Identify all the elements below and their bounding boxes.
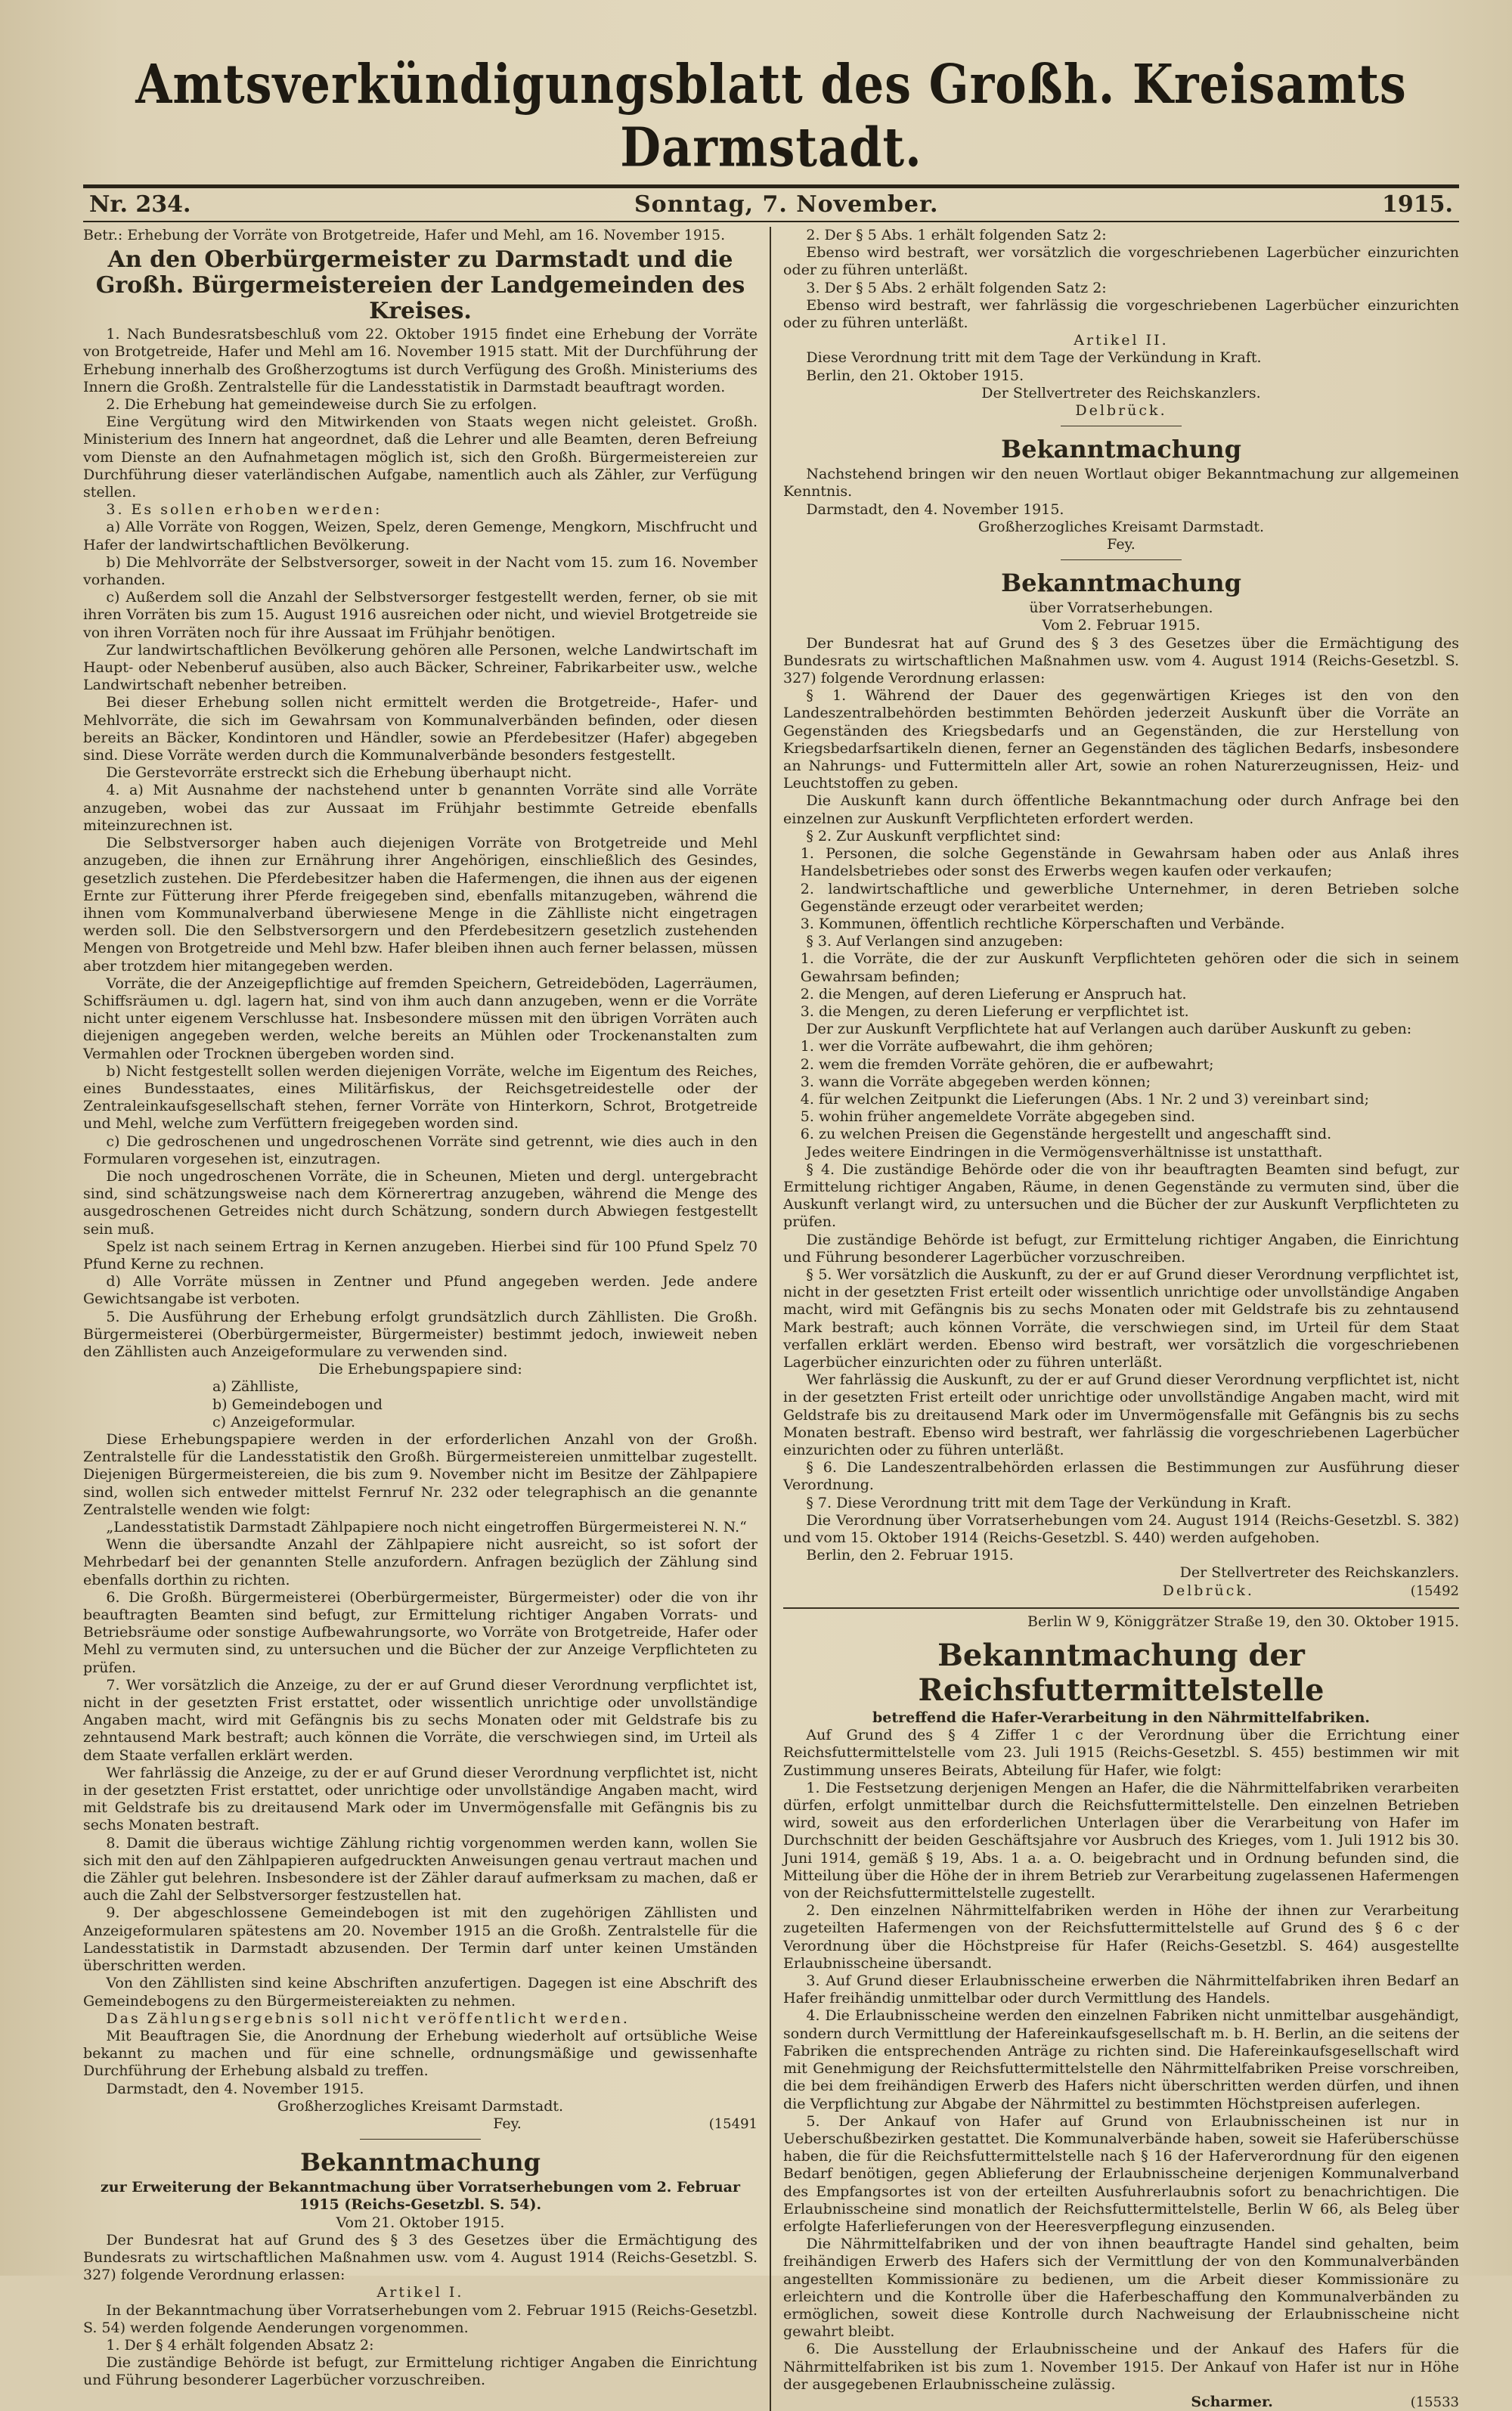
paragraph: Die Verordnung über Vorratserhebungen vom 24. August 1914 (Reichs-Gesetzbl. S. 382) und vom 15. Oktober 1914 (Reichs-Gesetzbl. S. 440) werden aufgehoben. [783,1511,1459,1547]
paragraph: 4. Die Erlaubnisscheine werden den einzelnen Fabriken nicht unmittelbar ausgehändigt, sondern durch Vermittlung der Hafereinkaufsgesellschaft m. b. H. Berlin, an die seitens der Fabriken die entsprechenden Anträge zu richten sind. Die Hafereinkaufsgesellschaft wird mit Genehmigung der Reichsfuttermittelstelle den Nährmittelfabriken Preise vorschreiben, die bei dem freihändigen Erwerb des Hafers nicht überschritten werden dürfen, und ihnen die Verpflichtung zur Abgabe der Nährmittel zu bestimmten Höchstpreisen auferlegen. [783,2007,1459,2112]
notice-title: Bekanntmachung [300,2148,541,2177]
paragraph: 9. Der abgeschlossene Gemeindebogen ist mit den zugehörigen Zähllisten und Anzeigeformularen spätestens am 20. November 1915 an die Großh. Zentralstelle für die Landesstatistik in Darmstadt abzusenden. Der Termin darf unter keinen Umständen überschritten werden. [83,1904,758,1975]
paragraph: 1. Nach Bundesratsbeschluß vom 22. Oktober 1915 findet eine Erhebung der Vorräte von Brotgetreide, Hafer und Mehl am 16. November 1915 statt. Mit der Durchführung der Erhebung innerhalb des Großherzogtums ist durch Verfügung des Großh. Ministeriums des Innern die Großh. Zentralstelle für die Landesstatistik in Darmstadt beauftragt worden. [83,326,758,395]
reference-number: (15491 [708,2115,758,2132]
paragraph: § 4. Die zuständige Behörde oder die von ihr beauftragten Beamten sind befugt, zur Ermittelung richtiger Angaben, Räume, in denen Gegenstände zu vermuten sind, über die Auskunft verlangt wird, zu untersuchen und die Bücher der zur Auskunft Verpflichteten zu prüfen. [783,1161,1459,1231]
paragraph: Diese Verordnung tritt mit dem Tage der Verkündung in Kraft. [806,349,1262,367]
signature-name: Delbrück. [1162,1582,1254,1599]
paragraph: 6. Die Großh. Bürgermeisterei (Oberbürgermeister, Bürgermeister) oder die von ihr beauftragten Beamten sind befugt, zur Ermittelung richtiger Angaben Vorrats- und Betriebsräume oder sonstige Aufbewahrungsorte, wo Vorräte von Brotgetreide, Hafer oder Mehl zu vermuten sind, zu untersuchen und die Bücher der zur Anzeige Verpflichteten zu prüfen. [83,1588,758,1676]
signature-office: Großherzogliches Kreisamt Darmstadt. [277,2097,564,2115]
signature-name: Fey. [493,2115,522,2132]
list-item: 1. die Vorräte, die der zur Auskunft Verpflichteten gehören oder die sich in seinem Gewahrsam befinden; [800,950,1459,985]
paragraph: Der Bundesrat hat auf Grund des § 3 des Gesetzes über die Ermächtigung des Bundesrats zu wirtschaftlichen Maßnahmen usw. vom 4. August 1914 (Reichs-Gesetzbl. S. 327) folgende Verordnung erlassen: [783,634,1459,687]
article-heading: Artikel II. [1074,332,1169,349]
list-item: c) Anzeigeformular. [212,1413,356,1430]
paragraph: 5. Der Ankauf von Hafer auf Grund von Erlaubnisscheinen ist nur in Ueberschußbezirken gestattet. Die Kommunalverbände haben, soweit sie Haferüberschüsse haben, die für die Reichsfuttermittelstelle nach § 16 der Haferverordnung für den eigenen Bedarf benötigen, gegen Ablieferung der Erlaubnisscheine derjenigen Kommunalverband des Empfangsortes ist von der erteilten Ausfuhrerlaubnis sofort zu benachrichtigen. Die Erlaubnisscheine sind monatlich der Reichsfuttermittelstelle, Berlin W 66, als Beleg über erfolgte Haferlieferungen von der Heeresverpflegung einzusenden. [783,2112,1459,2235]
paragraph: Die Erhebungspapiere sind: [318,1361,522,1378]
paragraph: 3. Der § 5 Abs. 2 erhält folgenden Satz 2: [806,279,1107,296]
list-item: 4. für welchen Zeitpunkt die Lieferungen (Abs. 1 Nr. 2 und 3) vereinbart sind; [800,1090,1370,1108]
divider [1061,559,1182,560]
paragraph: § 1. Während der Dauer des gegenwärtigen Krieges ist den von den Landeszentralbehörden bestimmten Behörden jederzeit Auskunft über die Vorräte an Gegenständen des Kriegsbedarfs und an Gegenständen, die zur Herstellung von Kriegsbedarfsartikeln dienen, ferner an Gegenständen des täglichen Bedarfs, insbesondere an Nahrungs- und Futtermitteln aller Art, sowie an rohen Naturerzeugnissen, Heiz- und Leuchtstoffen zu geben. [783,687,1459,792]
paragraph: § 3. Auf Verlangen sind anzugeben: [806,933,1064,950]
signature-place: Berlin, den 21. Oktober 1915. [806,367,1024,384]
signature-office: Der Stellvertreter des Reichskanzlers. [1179,1564,1459,1582]
paragraph: Von den Zähllisten sind keine Abschriften anzufertigen. Dagegen ist eine Abschrift des Gemeindebogens zu den Bürgermeistereiakten zu nehmen. [83,1975,758,2010]
signature-row [783,1582,1459,1600]
paragraph: § 2. Zur Auskunft verpflichtet sind: [806,827,1061,844]
list-item: b) Gemeindebogen und [212,1396,383,1413]
paragraph: 3. Es sollen erhoben werden: [106,501,383,519]
paragraph: 2. Der § 5 Abs. 1 erhält folgenden Satz 2: [806,227,1107,243]
list-item: 1. Personen, die solche Gegenstände in Gewahrsam haben oder aus Anlaß ihres Handelsbetriebes oder sonst des Erwerbs wegen kaufen oder verkaufen; [800,845,1459,880]
notice-date: Vom 2. Februar 1915. [1042,617,1201,634]
dateline-place: Berlin W 9, Königgrätzer Straße 19, den 30. Oktober 1915. [1027,1613,1459,1630]
paragraph: Auf Grund des § 4 Ziffer 1 c der Verordnung über die Errichtung einer Reichsfuttermittelstelle vom 23. Juli 1915 (Reichs-Gesetzbl. S. 455) bestimmen wir mit Zustimmung unseres Beirats, Abteilung für Hafer, wie folgt: [783,1727,1459,1779]
paragraph: Die Selbstversorger haben auch diejenigen Vorräte von Brotgetreide und Mehl anzugeben, die ihnen zur Ernährung ihrer Angehörigen, einschließlich des Gesindes, gesetzlich zustehen. Die Pferdebesitzer haben die Hafermengen, die ihnen aus der eigenen Ernte zur Fütterung ihrer Pferde freigegeben sind, ebenfalls mitanzugeben, während die ihnen vom Kommunalverband überwiesene Menge in die Zählliste nicht eingetragen werden soll. Die den Selbstversorgern und den Pferdebesitzern gesetzlich zustehenden Mengen von Brotgetreide und Mehl bzw. Hafer bleiben ihnen auch ferner belassen, müssen aber trotzdem hier mitangegeben werden. [83,835,758,975]
paragraph: Das Zählungsergebnis soll nicht veröffentlicht werden. [106,2010,630,2027]
paragraph: 8. Damit die überaus wichtige Zählung richtig vorgenommen werden kann, wollen Sie sich mit den auf den Zählpapieren aufgedruckten Anweisungen genau vertraut machen und die Zähler gut belehren. Insbesondere ist der Zähler darauf aufmerksam zu machen, daß er auch die Zahl der Selbstversorger festzustellen hat. [83,1834,758,1904]
signature-place: Berlin, den 2. Februar 1915. [806,1547,1014,1564]
list-item: 3. die Mengen, zu deren Lieferung er verpflichtet ist. [800,1003,1189,1020]
paragraph: Der zur Auskunft Verpflichtete hat auf Verlangen auch darüber Auskunft zu geben: [806,1021,1412,1038]
left-column [83,227,771,2411]
list-item: 2. wem die fremden Vorräte gehören, die er aufbewahrt; [800,1055,1214,1073]
paragraph: Eine Vergütung wird den Mitwirkenden von Staats wegen nicht geleistet. Großh. Ministerium des Innern hat angeordnet, daß die Lehrer und alle Beamten, deren Befreiung vom Dienste an den Aufnahmetagen möglich ist, sich den Großh. Bürgermeistereien zur Durchführung dieser vaterländischen Aufgabe, namentlich auch als Zähler, zur Verfügung stellen. [83,414,758,501]
signature-name: Delbrück. [1075,402,1167,420]
notice-title: Bekanntmachung der Reichsfuttermittelstelle [918,1638,1325,1709]
paragraph: 7. Wer vorsätzlich die Anzeige, zu der er auf Grund dieser Verordnung verpflichtet ist, nicht in der gesetzten Frist erstattet, oder wissentlich unrichtige oder unvollständige Angaben macht, wird mit Gefängnis bis zu sechs Monaten oder mit Geldstrafe bis zu zehntausend Mark bestraft; auch können die Vorräte, die verschwiegen sind, im Urteil als dem Staate verfallen erklärt werden. [83,1676,758,1764]
notice-subtitle: über Vorratserhebungen. [1029,600,1213,617]
dateline [83,184,1459,222]
paragraph: In der Bekanntmachung über Vorratserhebungen vom 2. Februar 1915 (Reichs-Gesetzbl. S. 54) werden folgende Aenderungen vorgenommen. [83,2301,758,2336]
signature-place: Darmstadt, den 4. November 1915. [106,2080,364,2097]
signature-row [783,2394,1459,2411]
issue-number: Nr. 234. [89,191,191,218]
paragraph: Wer fahrlässig die Auskunft, zu der er auf Grund dieser Verordnung verpflichtet ist, nicht in der gesetzten Frist erteilt oder unrichtige oder unvollständige Angaben macht, wird mit Geldstrafe bis zu dreitausend Mark oder im Unvermögensfalle mit Gefängnis bis zu sechs Monaten bestraft. Ebenso wird bestraft, wer fahrlässig die vorgeschriebenen Lagerbücher einzurichten oder zu führen unterläßt. [783,1371,1459,1458]
paragraph: 2. Den einzelnen Nährmittelfabriken werden in Höhe der ihnen zur Verarbeitung zugeteilten Hafermengen von der Reichsfuttermittelstelle auf Grund des § 6 c der Verordnung über die Höchstpreise für Hafer (Reichs-Gesetzbl. S. 464) ausgestellte Erlaubnisscheine übersandt. [783,1902,1459,1972]
article-heading: Artikel I. [376,2284,464,2301]
notice-date: Vom 21. Oktober 1915. [336,2214,505,2231]
paragraph: Wenn die übersandte Anzahl der Zählpapiere nicht ausreicht, so ist sofort der Mehrbedarf bei der genannten Stelle anzufordern. Anfragen bezüglich der Zählung sind ebenfalls dorthin zu richten. [83,1536,758,1588]
signature-office: Der Stellvertreter des Reichskanzlers. [981,384,1261,401]
list-item: 6. zu welchen Preisen die Gegenstände hergestellt und angeschafft sind. [800,1126,1332,1143]
issue-date: Sonntag, 7. November. [634,191,939,218]
paragraph: Ebenso wird bestraft, wer vorsätzlich die vorgeschriebenen Lagerbücher einzurichten oder zu führen unterläßt. [783,244,1459,279]
paragraph: § 7. Diese Verordnung tritt mit dem Tage der Verkündung in Kraft. [806,1494,1292,1511]
list-item: a) Zählliste, [212,1378,299,1396]
paragraph: Die Gerstevorräte erstreckt sich die Erhebung überhaupt nicht. [106,764,572,782]
paragraph: § 5. Wer vorsätzlich die Auskunft, zu der er auf Grund dieser Verordnung verpflichtet ist, nicht in der gesetzten Frist erteilt oder wissentlich unrichtige oder unvollständige Angaben macht, wird mit Gefängnis bis zu sechs Monaten oder mit Geldstrafe bis zu zehntausend Mark bestraft; auch können Vorräte, die verschwiegen sind, im Urteil für dem Staat verfallen erklärt werden. Ebenso wird bestraft, wer vorsätzlich die vorgeschriebenen Lagerbücher einzurichten oder zu führen unterläßt. [783,1266,1459,1371]
paragraph: Wer fahrlässig die Anzeige, zu der er auf Grund dieser Verordnung verpflichtet ist, nicht in der gesetzten Frist erstattet, oder unrichtige oder unvollständige Angaben macht, wird mit Geldstrafe bis zu dreitausend Mark oder im Unvermögensfalle mit Gefängnis bis zu sechs Monaten bestraft. [83,1764,758,1834]
paragraph: Die Auskunft kann durch öffentliche Bekanntmachung oder durch Anfrage bei den einzelnen zur Auskunft Verpflichteten erfordert werden. [783,792,1459,827]
paragraph: 4. a) Mit Ausnahme der nachstehend unter b genannten Vorräte sind alle Vorräte anzugeben, wobei das zur Aussaat im Frühjahr bestimmte Getreide ebenfalls miteinzurechnen ist. [83,782,758,834]
notice-title: Bekanntmachung [1001,435,1241,464]
paragraph: § 6. Die Landeszentralbehörden erlassen die Bestimmungen zur Ausführung dieser Verordnung. [783,1459,1459,1494]
paragraph: Die zuständige Behörde ist befugt, zur Ermittelung richtiger Angaben, die Einrichtung und Führung besonderer Lagerbücher vorzuschreiben. [783,1231,1459,1266]
subject-line: Betr.: Erhebung der Vorräte von Brotgetreide, Hafer und Mehl, am 16. November 1915. [83,227,726,243]
reference-number: (15492 [1410,1582,1459,1599]
signature-name: Scharmer. [1191,2393,1273,2410]
paragraph: Jedes weitere Eindringen in die Vermögensverhältnisse ist unstatthaft. [806,1143,1323,1161]
signature-office: Großherzogliches Kreisamt Darmstadt. [978,518,1265,535]
paragraph: c) Die gedroschenen und ungedroschenen Vorräte sind getrennt, wie dies auch in den Formularen vorgesehen ist, einzutragen. [83,1133,758,1167]
paragraph: b) Nicht festgestellt sollen werden diejenigen Vorräte, welche im Eigentum des Reiches, eines Bundesstaates, eines Militärfiskus, der Reichsgetreidestelle oder der Zentraleinkaufsgesellschaft stehen, ferner Vorräte von Hinterkorn, Schrot, Brotgetreide und Mehl, welche zum Verfüttern freigegeben worden sind. [83,1062,758,1133]
list-item: 3. wann die Vorräte abgegeben werden können; [800,1073,1151,1090]
divider [360,2139,482,2140]
paragraph: Mit Beauftragen Sie, die Anordnung der Erhebung wiederholt auf ortsübliche Weise bekannt zu machen und für eine schnelle, ordnungsmäßige und gewissenhafte Durchführung der Erhebung alsbald zu treffen. [83,2027,758,2080]
paragraph: Die noch ungedroschenen Vorräte, die in Scheunen, Mieten und dergl. untergebracht sind, sind schätzungsweise nach dem Körnerertrag anzugeben, während die Menge des ausgedroschenen Getreides nicht durch Schätzung, sondern durch Abwiegen festgestellt sein muß. [83,1167,758,1238]
paragraph: 6. Die Ausstellung der Erlaubnisscheine und der Ankauf des Hafers für die Nährmittelfabriken ist bis zum 1. November 1915. Der Ankauf von Hafer ist nur in Höhe der ausgegebenen Erlaubnisscheine zulässig. [783,2341,1459,2393]
list-item: 2. die Mengen, auf deren Lieferung er Anspruch hat. [800,985,1187,1003]
masthead: Amtsverkündigungsblatt des Großh. Kreisamts Darmstadt. [135,52,1407,179]
paragraph: 1. Der § 4 erhält folgenden Absatz 2: [106,2336,374,2354]
list-item: 2. landwirtschaftliche und gewerbliche Unternehmer, in deren Betrieben solche Gegenstände erzeugt oder verarbeitet werden; [800,880,1459,915]
columns [83,227,1459,2411]
paragraph: Vorräte, die der Anzeigepflichtige auf fremden Speichern, Getreideböden, Lagerräumen, Schiffsräumen u. dgl. lagern hat, sind von ihm auch dann anzugeben, wenn er die Vorräte nicht unter eigenem Verschlusse hat. Insbesondere müssen mit den übrigen Vorräten auch diejenigen angegeben werden, welche bereits an Mühlen oder Trockenanstalten zum Vermahlen oder Trocknen übergeben worden sind. [83,975,758,1062]
notice-subtitle: betreffend die Hafer-Verarbeitung in den Nährmittelfabriken. [872,1709,1370,1727]
paragraph: Der Bundesrat hat auf Grund des § 3 des Gesetzes über die Ermächtigung des Bundesrats zu wirtschaftlichen Maßnahmen usw. vom 4. August 1914 (Reichs-Gesetzbl. S. 327) folgende Verordnung erlassen: [83,2231,758,2284]
addressee-heading: An den Oberbürgermeister zu Darmstadt und die Großh. Bürgermeistereien der Landgemeinden des Kreises. [95,246,745,325]
paragraph: c) Außerdem soll die Anzahl der Selbstversorger festgestellt werden, ferner, ob sie mit ihren Vorräten bis zum 15. August 1916 ausreichen oder nicht, und wieviel Brotgetreide sie von ihren Vorräten noch für ihre Aussaat im Frühjahr benötigen. [83,589,758,641]
paragraph: Bei dieser Erhebung sollen nicht ermittelt werden die Brotgetreide-, Hafer- und Mehlvorräte, die sich im Gewahrsam von Kommunalverbänden befinden, oder diesen bereits an Bäcker, Kondintoren und Händler, sowie an Pferdebesitzer (Hafer) abgegeben sind. Diese Vorräte werden durch die Kommunalverbände besonders festgestellt. [83,694,758,764]
right-column [771,227,1459,2411]
paragraph: Diese Erhebungspapiere werden in der erforderlichen Anzahl von der Großh. Zentralstelle für die Landesstatistik den Großh. Bürgermeistereien unmittelbar zugestellt. Diejenigen Bürgermeistereien, die bis zum 9. November nicht im Besitze der Zählpapiere sind, wollen sich entweder mittelst Fernruf Nr. 232 oder telegraphisch an die genannte Zentralstelle wenden wie folgt: [83,1431,758,1518]
paragraph: a) Alle Vorräte von Roggen, Weizen, Spelz, deren Gemenge, Mengkorn, Mischfrucht und Hafer der landwirtschaftlichen Bevölkerung. [83,519,758,553]
paragraph: b) Die Mehlvorräte der Selbstversorger, soweit in der Nacht vom 15. zum 16. November vorhanden. [83,553,758,589]
signature-place: Darmstadt, den 4. November 1915. [806,500,1064,518]
issue-year: 1915. [1382,191,1453,218]
list-item: 5. wohin früher angemeldete Vorräte abgegeben sind. [800,1108,1195,1126]
signature-name: Fey. [1107,536,1136,553]
paragraph: Die zuständige Behörde ist befugt, zur Ermittelung richtiger Angaben die Einrichtung und Führung besonderer Lagerbücher vorzuschreiben. [83,2354,758,2389]
list-item: 1. wer die Vorräte aufbewahrt, die ihm gehören; [800,1038,1154,1055]
paragraph: 2. Die Erhebung hat gemeindeweise durch Sie zu erfolgen. [106,396,538,414]
reference-number: (15533 [1410,2394,1459,2410]
paragraph: Spelz ist nach seinem Ertrag in Kernen anzugeben. Hierbei sind für 100 Pfund Spelz 70 Pfund Kerne zu rechnen. [83,1238,758,1272]
list-item: 3. Kommunen, öffentlich rechtliche Körperschaften und Verbände. [800,915,1285,932]
paragraph: Nachstehend bringen wir den neuen Wortlaut obiger Bekanntmachung zur allgemeinen Kenntnis. [783,466,1459,500]
paragraph: 5. Die Ausführung der Erhebung erfolgt grundsätzlich durch Zähllisten. Die Großh. Bürgermeisterei (Oberbürgermeister, Bürgermeister) bestimmt jedoch, inwieweit neben den Zähllisten auch Anzeigeformulare zu verwenden sind. [83,1308,758,1360]
paragraph: d) Alle Vorräte müssen in Zentner und Pfund angegeben werden. Jede andere Gewichtsangabe ist verboten. [83,1273,758,1308]
notice-subtitle: zur Erweiterung der Bekanntmachung über Vorratserhebungen vom 2. Februar 1915 (Reichs-Gesetzbl. S. 54). [101,2179,740,2214]
paragraph: Zur landwirtschaftlichen Bevölkerung gehören alle Personen, welche Landwirtschaft im Haupt- oder Nebenberuf ausüben, also auch Bäcker, Schreiner, Fabrikarbeiter usw., welche Landwirtschaft nebenher betreiben. [83,641,758,694]
notice-title: Bekanntmachung [1001,569,1241,598]
paragraph: Ebenso wird bestraft, wer fahrlässig die vorgeschriebenen Lagerbücher einzurichten oder zu führen unterläßt. [783,296,1459,332]
divider [783,1607,1459,1609]
paragraph: Die Nährmittelfabriken und der von ihnen beauftragte Handel sind gehalten, beim freihändigen Erwerb des Hafers sich der Vermittlung der von den Kommunalverbänden angestellten Kommissionäre zu bedienen, um die Arbeit dieser Kommissionäre zu erleichtern und die Kontrolle über die Haferbeschaffung den Kommunalverbänden zu ermöglichen, soweit diese Kontrolle durch Nachweisung der Erlaubnisscheine nicht gewahrt bleibt. [783,2236,1459,2341]
signature-row [83,2115,758,2133]
paragraph: 1. Die Festsetzung derjenigen Mengen an Hafer, die die Nährmittelfabriken verarbeiten dürfen, erfolgt unmittelbar durch die Reichsfuttermittelstelle. Den einzelnen Betrieben wird, soweit aus den erforderlichen Unterlagen über die Verarbeitung von Hafer im Durchschnitt der beiden Geschäftsjahre vor Ausbruch des Krieges, vom 1. Juli 1912 bis 30. Juni 1914, gemäß § 19, Abs. 1 a. a. O. beigebracht und in Ordnung befunden sind, die Mitteilung über die Höhe der in ihrem Betrieb zur Verarbeitung zugelassenen Hafermengen von der Reichsfuttermittelstelle zugestellt. [783,1779,1459,1902]
paragraph: „Landesstatistik Darmstadt Zählpapiere noch nicht eingetroffen Bürgermeisterei N. N.“ [106,1519,747,1536]
paragraph: 3. Auf Grund dieser Erlaubnisscheine erwerben die Nährmittelfabriken ihren Bedarf an Hafer freihändig unmittelbar oder durch Vermittlung des Handels. [783,1972,1459,2007]
